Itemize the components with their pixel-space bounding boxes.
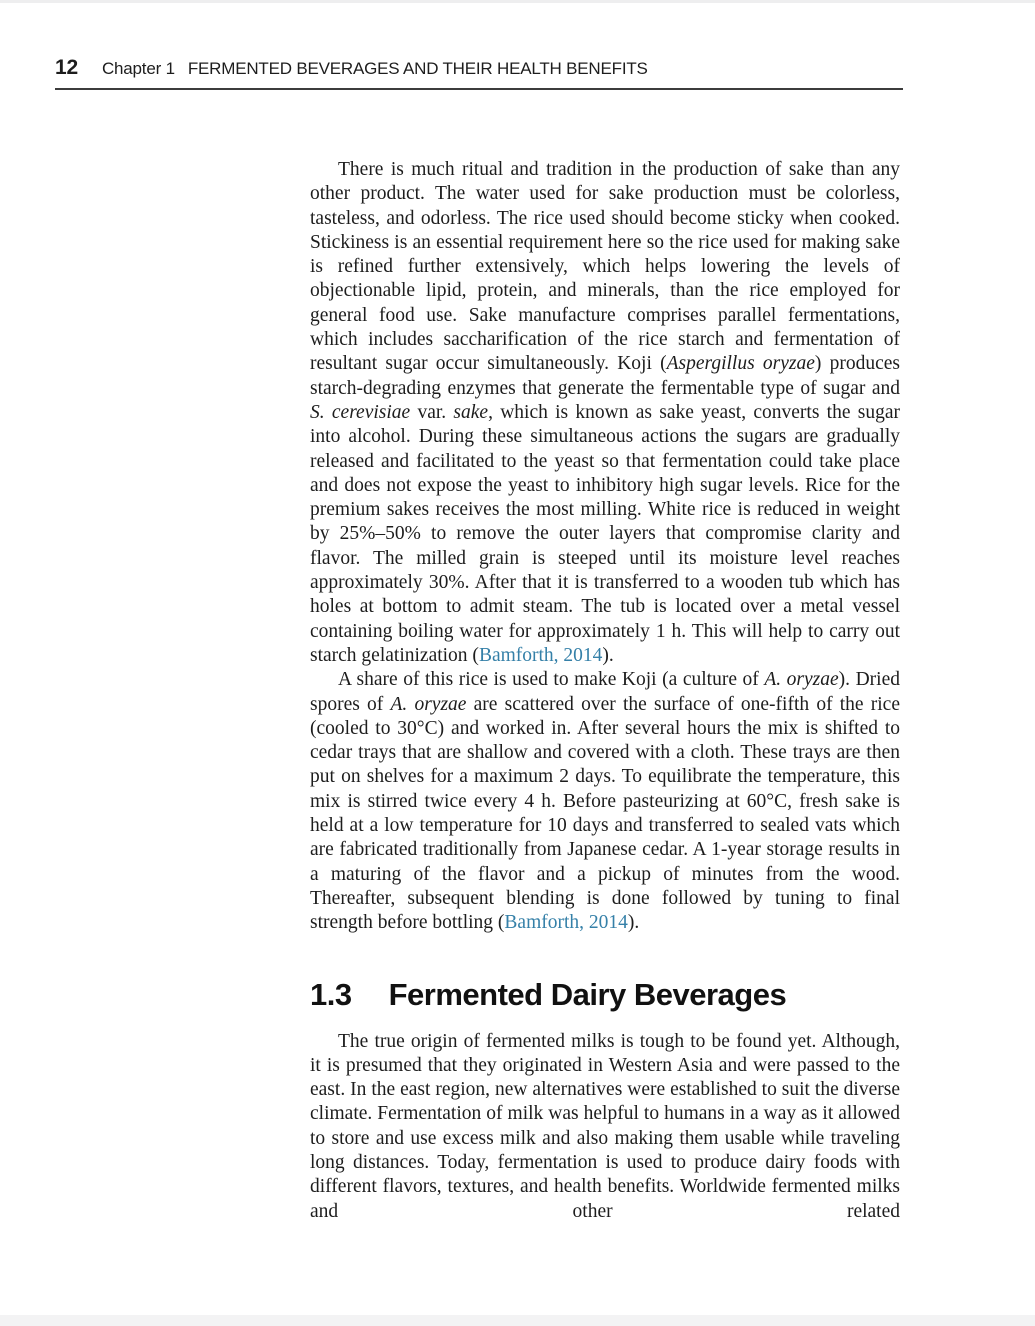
citation-link[interactable]: Bamforth, 2014 xyxy=(504,912,628,934)
text-run: The true origin of fermented milks is tough to be found yet. Although, it is presumed that they originated in Western Asia and were passed to the east. In the east region, new alternatives were established to suit the diverse climate. Fermentation of milk was helpful to humans in a way as it allowed to store and use excess milk and also making them usable while traveling long distances. Today, fermentation is used to produce dairy foods with different flavors, textures, and health benefits. Worldwide fermented milks and other related xyxy=(310,1030,900,1222)
page-number: 12 xyxy=(55,56,78,79)
text-run: ). xyxy=(627,912,640,934)
chapter-label: Chapter 1 xyxy=(101,59,175,78)
italic-text: A. oryzae xyxy=(764,669,839,691)
text-run: var. xyxy=(410,401,454,423)
running-head xyxy=(55,56,903,80)
body-paragraph xyxy=(310,158,900,668)
body-paragraph xyxy=(310,668,900,935)
sake-paragraph-group xyxy=(310,158,900,936)
page-top-edge xyxy=(0,0,1035,3)
section-title: Fermented Dairy Beverages xyxy=(388,976,787,1012)
page-bottom-edge xyxy=(0,1315,1035,1326)
italic-text: sake xyxy=(453,401,489,423)
body-text-column xyxy=(310,158,900,1224)
body-paragraph xyxy=(310,1030,900,1224)
text-run: A share of this rice is used to make Koji (a culture of xyxy=(338,669,765,691)
text-run: There is much ritual and tradition in the production of sake than any other product. The water used for sake production must be colorless, tasteless, and odorless. The rice used should become sticky when cooked. Stickiness is an essential requirement here so the rice used for making sake is refined further extensively, which helps lowering the levels of objectionable lipid, protein, and minerals, than the rice employed for general food use. Sake manufacture comprises parallel fermentations, which includes saccharification of the rice starch and fermentation of resultant sugar occur simultaneously. Koji ( xyxy=(310,159,900,375)
section-heading xyxy=(310,977,900,1013)
text-run: ). xyxy=(602,644,614,666)
dairy-paragraph-group xyxy=(310,1030,900,1224)
italic-text: S. cerevisiae xyxy=(310,401,411,423)
text-run: ) produces starch-degrading enzymes that generate the fermentable type of sugar and xyxy=(310,353,900,399)
italic-text: Aspergillus oryzae xyxy=(666,353,815,375)
text-run: , which is known as sake yeast, converts the sugar into alcohol. During these simultaneous actions the sugars are gradually released and facilitated to the yeast so that fermentation could take place and does not expose the yeast to inhibitory high sugar levels. Rice for the premium sakes receives the most milling. White rice is reduced in weight by 25%–50% to remove the outer layers that compromise clarity and flavor. The milled grain is steeped until its moisture level reaches approximately 30%. After that it is transferred to a wooden tub which has holes at bottom to admit steam. The tub is located over a metal vessel containing boiling water for approximately 1 h. This will help to carry out starch gelatinization ( xyxy=(310,401,900,666)
text-run: ). Dried spores of xyxy=(310,669,900,715)
section-number: 1.3 xyxy=(310,976,352,1012)
header-rule xyxy=(55,88,903,90)
chapter-title: FERMENTED BEVERAGES AND THEIR HEALTH BENEFITS xyxy=(187,59,648,78)
italic-text: A. oryzae xyxy=(390,693,467,715)
text-run: are scattered over the surface of one-fifth of the rice (cooled to 30°C) and worked in. After several hours the mix is shifted to cedar trays that are shallow and covered with a cloth. These trays are then put on shelves for a maximum 2 days. To equilibrate the temperature, this mix is stirred twice every 4 h. Before pasteurizing at 60°C, fresh sake is held at a low temperature for 10 days and transferred to sealed vats which are fabricated traditionally from Japanese cedar. A 1-year storage results in a maturing of the flavor and a pickup of minutes from the wood. Thereafter, subsequent blending is done followed by tuning to final strength before bottling ( xyxy=(310,693,900,934)
citation-link[interactable]: Bamforth, 2014 xyxy=(478,644,603,666)
